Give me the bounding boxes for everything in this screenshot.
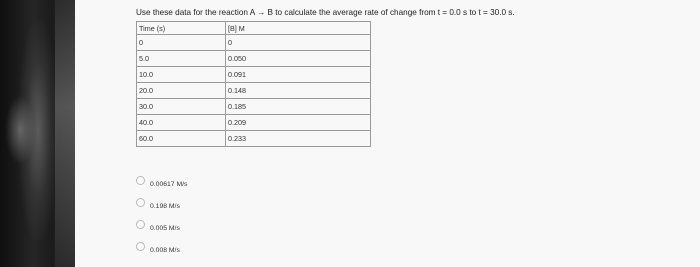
time-cell: 30.0	[137, 99, 226, 115]
option-label: 0.008 M/s	[150, 247, 180, 254]
concentration-cell: 0.233	[226, 131, 371, 147]
option-1[interactable]	[136, 176, 187, 193]
option-2[interactable]	[136, 198, 187, 215]
time-cell: 40.0	[137, 115, 226, 131]
concentration-cell: 0.050	[226, 51, 371, 67]
table-row	[137, 67, 371, 83]
concentration-cell: 0.091	[226, 67, 371, 83]
time-cell: 20.0	[137, 83, 226, 99]
option-label: 0.00617 M/s	[150, 181, 188, 188]
table-row	[137, 99, 371, 115]
table-row	[137, 115, 371, 131]
time-cell: 5.0	[137, 51, 226, 67]
radio-button[interactable]	[136, 220, 145, 229]
radio-button[interactable]	[136, 198, 145, 207]
header-concentration: [B] M	[226, 22, 371, 35]
concentration-cell: 0	[226, 35, 371, 51]
table-row	[137, 83, 371, 99]
option-label: 0.198 M/s	[150, 203, 180, 210]
table-header-row	[137, 22, 371, 35]
table-row	[137, 51, 371, 67]
concentration-cell: 0.148	[226, 83, 371, 99]
background-photo-strip	[0, 0, 75, 267]
time-cell: 60.0	[137, 131, 226, 147]
question-prompt: Use these data for the reaction A → B to calculate the average rate of change from t = 0.0 s to t = 30.0 s.	[136, 8, 515, 17]
concentration-cell: 0.185	[226, 99, 371, 115]
option-4[interactable]	[136, 242, 187, 259]
radio-button[interactable]	[136, 242, 145, 251]
table-row	[137, 131, 371, 147]
data-table	[136, 21, 371, 147]
header-time: Time (s)	[137, 22, 226, 35]
radio-button[interactable]	[136, 176, 145, 185]
answer-options	[136, 176, 187, 264]
concentration-cell: 0.209	[226, 115, 371, 131]
option-label: 0.005 M/s	[150, 225, 180, 232]
table-row	[137, 35, 371, 51]
question-panel	[136, 8, 696, 147]
time-cell: 0	[137, 35, 226, 51]
option-3[interactable]	[136, 220, 187, 237]
time-cell: 10.0	[137, 67, 226, 83]
